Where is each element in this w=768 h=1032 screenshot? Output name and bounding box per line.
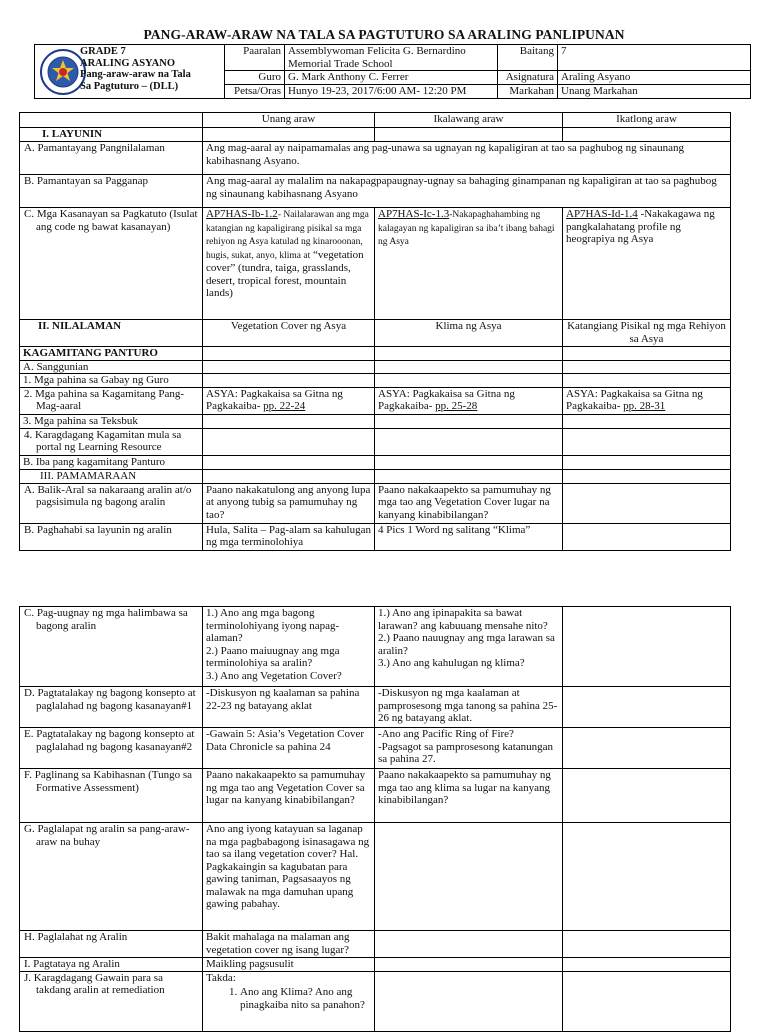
empty-cell [563, 523, 731, 550]
empty-cell [563, 607, 731, 687]
kasanayan-day3 [563, 208, 731, 320]
pagtatalakay-1-day2: -Diskusyon ng mga kaalaman at pamprosesong mga tanong sa pahina 25-26 ng batayang aklat. [375, 687, 563, 728]
empty-cell [563, 958, 731, 972]
row-label-sanggunian: A. Sanggunian [20, 360, 203, 374]
dll-label-1: Pang-araw-araw na Tala [80, 69, 191, 80]
grade-label: GRADE 7 [80, 46, 126, 57]
empty-cell [563, 483, 731, 523]
row-label-pagtatalakay-1: D. Pagtatalakay ng bagong konsepto at paglalahad ng bagong kasanayan#1 [20, 687, 203, 728]
empty-cell [563, 374, 731, 388]
takda-label: Takda: [206, 971, 236, 984]
empty-cell [375, 958, 563, 972]
paglinang-day2: Paano nakakaapekto sa pamumuhay ng mga tao ang klima sa lugar na kanyang kinabibilangan? [375, 769, 563, 823]
row-label-pagtatalakay-2: E. Pagtatalakay ng bagong konsepto at paglalahad ng bagong kasanayan#2 [20, 728, 203, 769]
pagtatalakay-2-day1: -Gawain 5: Asia’s Vegetation Cover Data Chronicle sa pahina 24 [203, 728, 375, 769]
col-header-day2: Ikalawang araw [375, 113, 563, 128]
paaralan-value: Assemblywoman Felicita G. Bernardino Memorial Trade School [285, 45, 498, 71]
lesson-table-2 [19, 606, 731, 1032]
row-label-pamantayan-pagganap: B. Pamantayan sa Pagganap [20, 175, 203, 208]
competency-text: -Nakakagawa ng pangkalahatang profile ng heograpiya ng Asya [566, 208, 715, 245]
empty-cell [563, 455, 731, 469]
kagamitan-day1 [203, 387, 375, 414]
nilalaman-day2: Klima ng Asya [375, 320, 563, 347]
balik-aral-day2: Paano nakakaapekto sa pamumuhay ng mga tao ang Vegetation Cover lugar na kanyang kinabibilangan? [375, 483, 563, 523]
paaralan-label: Paaralan [225, 45, 285, 71]
empty-cell [203, 414, 375, 428]
competency-text-cont: “vegetation cover” (tundra, taiga, grasslands, desert, tropical forest, mountain lands) [206, 248, 364, 299]
empty-cell [563, 128, 731, 142]
kagamitan-pages: pp. 25-28 [435, 400, 478, 412]
empty-cell [563, 971, 731, 1031]
row-label-pagtataya: I. Pagtataya ng Aralin [20, 958, 203, 972]
petsa-label: Petsa/Oras [225, 85, 285, 99]
competency-text: - Nailalarawan ang mga katangian ng kapaligirang pisikal sa mga rehiyon ng Asya katulad ng kinarooonan, hugis, sukat, anyo, klima at [206, 210, 369, 261]
col-header-day3: Ikatlong araw [563, 113, 731, 128]
petsa-value: Hunyo 19-23, 2017/6:00 AM- 12:20 PM [285, 85, 498, 99]
empty-cell [563, 823, 731, 931]
baitang-label: Baitang [498, 45, 558, 71]
nilalaman-day3: Katangiang Pisikal ng mga Rehiyon sa Asya [563, 320, 731, 347]
kagamitan-text: ASYA: Pagkakaisa sa Gitna ng Pagkakaiba- [378, 387, 515, 412]
asignatura-label: Asignatura [498, 71, 558, 85]
kagamitan-pages: pp. 28-31 [623, 400, 666, 412]
kagamitan-pages: pp. 22-24 [263, 400, 306, 412]
section-layunin: I. LAYUNIN [20, 128, 203, 142]
kagamitan-day2 [375, 387, 563, 414]
row-label-kasanayan: C. Mga Kasanayan sa Pagkatuto (Isulat ang code ng bawat kasanayan) [20, 208, 203, 320]
empty-cell [563, 469, 731, 483]
row-label-paglinang: F. Paglinang sa Kabihasnan (Tungo sa Formative Assessment) [20, 769, 203, 823]
empty-cell [563, 360, 731, 374]
nilalaman-day1: Vegetation Cover ng Asya [203, 320, 375, 347]
empty-cell [375, 128, 563, 142]
paglalahat-day1: Bakit mahalaga na malaman ang vegetation cover ng isang lugar? [203, 931, 375, 958]
empty-corner [20, 113, 203, 128]
empty-cell [563, 931, 731, 958]
empty-cell [203, 428, 375, 455]
pagtataya-day1: Maikling pagsusulit [203, 958, 375, 972]
pag-uugnay-day2: 1.) Ano ang ipinapakita sa bawat larawan? ang kabuuang mensahe nito? 2.) Paano nauugnay ang mga larawan sa aralin? 3.) Ano ang kahulugan ng klima? [375, 607, 563, 687]
takda-list [206, 986, 371, 1011]
empty-cell [375, 374, 563, 388]
kasanayan-day2 [375, 208, 563, 320]
section-pamamaraan: III. PAMAMARAAN [20, 469, 203, 483]
kagamitan-text: ASYA: Pagkakaisa sa Gitna ng Pagkakaiba- [566, 387, 703, 412]
karagdagang-gawain-day1 [203, 971, 375, 1031]
row-label-balik-aral: A. Balik-Aral sa nakaraang aralin at/o pagsisimula ng bagong aralin [20, 483, 203, 523]
col-header-day1: Unang araw [203, 113, 375, 128]
baitang-value: 7 [558, 45, 751, 71]
pagtatalakay-2-day2: -Ano ang Pacific Ring of Fire? -Pagsagot sa pamprosesong katanungan sa pahina 27. [375, 728, 563, 769]
markahan-value: Unang Markahan [558, 85, 751, 99]
empty-cell [563, 728, 731, 769]
kagamitan-text: ASYA: Pagkakaisa sa Gitna ng Pagkakaiba- [206, 387, 343, 412]
paglalapat-day1: Ano ang iyong katayuan sa laganap na mga pagbabagong isinasagawa ng tao sa ilang vegetation cover? Hal. Pagkakaingin sa kagubatan para gawing taniman, Pagsasaayos ng malawak na mga damuhan upang gawing pabahay. [203, 823, 375, 931]
row-label-paglalapat: G. Paglalapat ng aralin sa pang-araw-araw na buhay [20, 823, 203, 931]
empty-cell [375, 469, 563, 483]
empty-cell [375, 971, 563, 1031]
takda-item: 1. Ano ang Klima? Ano ang pinagkaiba nito sa panahon? [240, 986, 371, 1011]
empty-cell [375, 428, 563, 455]
empty-cell [375, 347, 563, 361]
row-label-gabay: 1. Mga pahina sa Gabay ng Guro [20, 374, 203, 388]
empty-cell [375, 414, 563, 428]
header-logo-cell [35, 45, 225, 99]
section-nilalaman: II. NILALAMAN [20, 320, 203, 347]
lesson-table-1 [19, 112, 731, 551]
empty-cell [203, 469, 375, 483]
competency-code: AP7HAS-Ib-1.2 [206, 208, 278, 220]
paghahabi-day1: Hula, Salita – Pag-alam sa kahulugan ng mga terminolohiya [203, 523, 375, 550]
row-value-pamantayan-pagganap: Ang mag-aaral ay malalim na nakapagpapaugnay-ugnay sa bahaging ginampanan ng kapaligiran at tao sa paghubog ng sinaunang kabihasnang Asyano [203, 175, 731, 208]
empty-cell [563, 428, 731, 455]
page-title: PANG-ARAW-ARAW NA TALA SA PAGTUTURO SA ARALING PANLIPUNAN [143, 27, 625, 42]
pagtatalakay-1-day1: -Diskusyon ng kaalaman sa pahina 22-23 ng batayang aklat [203, 687, 375, 728]
guro-label: Guro [225, 71, 285, 85]
pag-uugnay-day1: 1.) Ano ang mga bagong terminolohiyang iyong napag-alaman? 2.) Paano maiuugnay ang mga terminolohiya sa aralin? 3.) Ano ang Vegetation Cover? [203, 607, 375, 687]
empty-cell [563, 769, 731, 823]
empty-cell [203, 347, 375, 361]
row-value-pamantayang-pangnilalaman: Ang mag-aaral ay naipamamalas ang pag-unawa sa ugnayan ng kapaligiran at tao sa paghubog ng sinaunang kabihasnang Asyano. [203, 142, 731, 175]
empty-cell [375, 931, 563, 958]
paglinang-day1: Paano nakakaapekto sa pamumuhay ng mga tao ang Vegetation Cover sa lugar na kanyang kinabibilangan? [203, 769, 375, 823]
empty-cell [203, 455, 375, 469]
empty-cell [563, 687, 731, 728]
asignatura-value: Araling Asyano [558, 71, 751, 85]
row-label-iba-pang-kagamitan: B. Iba pang kagamitang Panturo [20, 455, 203, 469]
competency-text: -Nakapaghahambing ng kalagayan ng kapaligiran sa iba’t ibang bahagi ng Asya [378, 210, 555, 247]
row-label-karagdagang-gawain: J. Karagdagang Gawain para sa takdang aralin at remediation [20, 971, 203, 1031]
empty-cell [203, 374, 375, 388]
empty-cell [375, 360, 563, 374]
row-label-paglalahat: H. Paglalahat ng Aralin [20, 931, 203, 958]
markahan-label: Markahan [498, 85, 558, 99]
paghahabi-day2: 4 Pics 1 Word ng salitang “Klima” [375, 523, 563, 550]
subject-label: ARALING ASYANO [80, 57, 176, 69]
guro-value: G. Mark Anthony C. Ferrer [285, 71, 498, 85]
empty-cell [375, 455, 563, 469]
empty-cell [563, 347, 731, 361]
row-label-pag-uugnay: C. Pag-uugnay ng mga halimbawa sa bagong aralin [20, 607, 203, 687]
kasanayan-day1 [203, 208, 375, 320]
header-table [34, 44, 751, 99]
row-label-paghahabi: B. Paghahabi sa layunin ng aralin [20, 523, 203, 550]
empty-cell [563, 414, 731, 428]
kagamitan-day3 [563, 387, 731, 414]
competency-code: AP7HAS-Id-1.4 [566, 208, 638, 220]
balik-aral-day1: Paano nakakatulong ang anyong lupa at anyong tubig sa pamumuhay ng tao? [203, 483, 375, 523]
empty-cell [203, 128, 375, 142]
header-left-block [80, 46, 191, 92]
dll-label-2: Sa Pagtuturo – (DLL) [80, 80, 179, 92]
row-label-kagamitang-mag-aaral: 2. Mga pahina sa Kagamitang Pang-Mag-aaral [20, 387, 203, 414]
row-label-pamantayang-pangnilalaman: A. Pamantayang Pangnilalaman [20, 142, 203, 175]
section-kagamitan: KAGAMITANG PANTURO [20, 347, 203, 361]
empty-cell [203, 360, 375, 374]
row-label-karagdagang-kagamitan: 4. Karagdagang Kagamitan mula sa portal ng Learning Resource [20, 428, 203, 455]
row-label-teksbuk: 3. Mga pahina sa Teksbuk [20, 414, 203, 428]
empty-cell [375, 823, 563, 931]
competency-code: AP7HAS-Ic-1.3 [378, 208, 450, 220]
